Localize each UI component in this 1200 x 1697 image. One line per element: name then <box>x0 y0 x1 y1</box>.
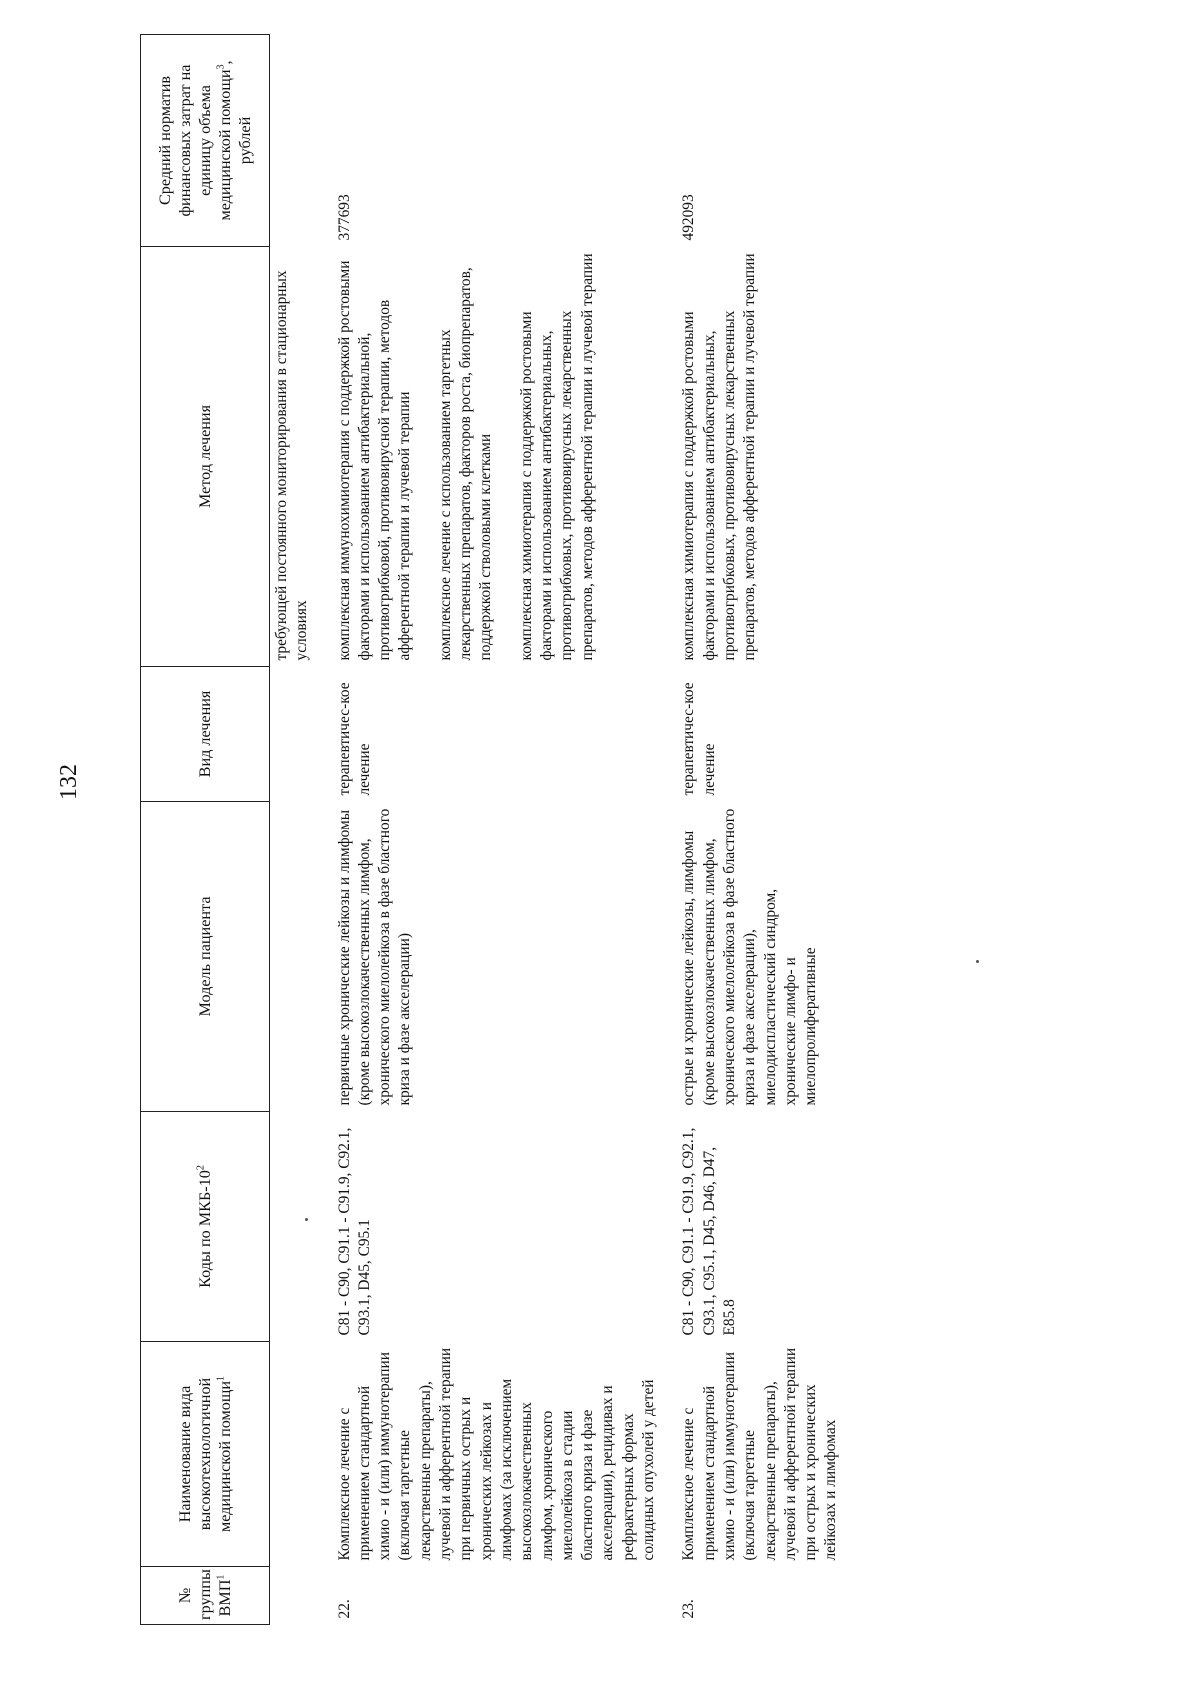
row-type: терапевтичес-кое лечение <box>680 682 718 796</box>
table-row <box>313 35 660 1625</box>
header-icd: Коды по МКБ-$10^2$ <box>141 1112 270 1342</box>
table-row <box>659 35 841 1625</box>
row-methods <box>659 247 841 667</box>
row-model: острые и хронические лейкозы, лимфомы (кроме высокозлокачественных лимфом, хронического миелолейкоза в фазе бластного криза и фазе акселерации), миелодиспластический синдром, хронические лимфо- и миелопролиферативные <box>680 808 820 1106</box>
header-group-no: № группы ВМП$^1$ <box>141 1567 270 1625</box>
rotated-table-container <box>140 35 1200 1625</box>
row-icd: C81 - C90, C91.1 - C91.9, C92.1, C93.1, D45, C95.1 <box>335 1127 373 1336</box>
row-method-item: комплексная химиотерапия с поддержкой ростовыми факторами и использованием антибактериальных, противогрибковых, противовирусных лекарственных препаратов, методов афферентной терапии и лучевой терапии <box>680 253 759 661</box>
row-methods <box>313 247 660 667</box>
row-cost: 492093 <box>680 194 698 241</box>
vmp-table <box>140 34 842 1625</box>
row-name: Комплексное лечение с применением стандартной химио - и (или) иммунотерапии (включая таргетные лекарственные препараты), лучевой и афферентной терапии при острых и хронических лейкозах и лимфомах <box>680 1347 840 1561</box>
row-method-item: комплексное лечение с использованием таргетных лекарственных препаратов, факторов роста, биопрепаратов, поддержкой стволовыми клетками <box>436 267 495 661</box>
row-icd: C81 - C90, C91.1 - C91.9, C92.1, C93.1, C95.1, D45, D46, D47, E85.8 <box>680 1127 738 1336</box>
continuation-method: требующей постоянного мониторирования в стационарных условиях <box>273 270 311 661</box>
header-method: Метод лечения <box>141 247 270 667</box>
row-number: 22. <box>335 1599 353 1619</box>
header-cost: Средний норматив финансовых затрат на единицу объема медицинской помощи$^3$, рублей <box>141 35 270 247</box>
row-model: первичные хронические лейкозы и лимфомы (кроме высокозлокачественных лимфом, хронического миелолейкоза в фазе бластного криза и фазе акселерации) <box>335 808 414 1106</box>
table-row-continuation <box>270 35 313 1625</box>
row-method-item: комплексная иммунохимиотерапия с поддержкой ростовыми факторами и использованием антибактериальной, противогрибковой, противовирусной терапии, методов афферентной терапии и лучевой терапии <box>335 260 414 661</box>
row-cost: 377693 <box>335 194 353 241</box>
row-number: 23. <box>680 1599 698 1619</box>
header-type: Вид лечения <box>141 667 270 802</box>
header-model: Модель пациента <box>141 802 270 1112</box>
header-name: Наименование вида высокотехнологичной медицинской помощи$^1$ <box>141 1342 270 1567</box>
row-method-item: комплексная химиотерапия с поддержкой ростовыми факторами и использованием антибактериальных, противогрибковых, противовирусных лекарственных препаратов, методов афферентной терапии и лучевой терапии <box>517 253 596 661</box>
page-number: 132 <box>56 764 82 800</box>
row-name: Комплексное лечение с применением стандартной химио - и (или) иммунотерапии (включая таргетные лекарственные препараты), лучевой и афферентной терапии при первичных острых и хронических лейкозах и лимфомах (за исключением высокозлокачественных лимфом, хронического миелолейкоза в стадии бластного криза и фазе акселерации), рецидивах и рефрактерных формах солидных опухолей у детей <box>335 1347 658 1561</box>
row-type: терапевтичес-кое лечение <box>335 682 373 796</box>
table-header-row <box>141 35 270 1625</box>
